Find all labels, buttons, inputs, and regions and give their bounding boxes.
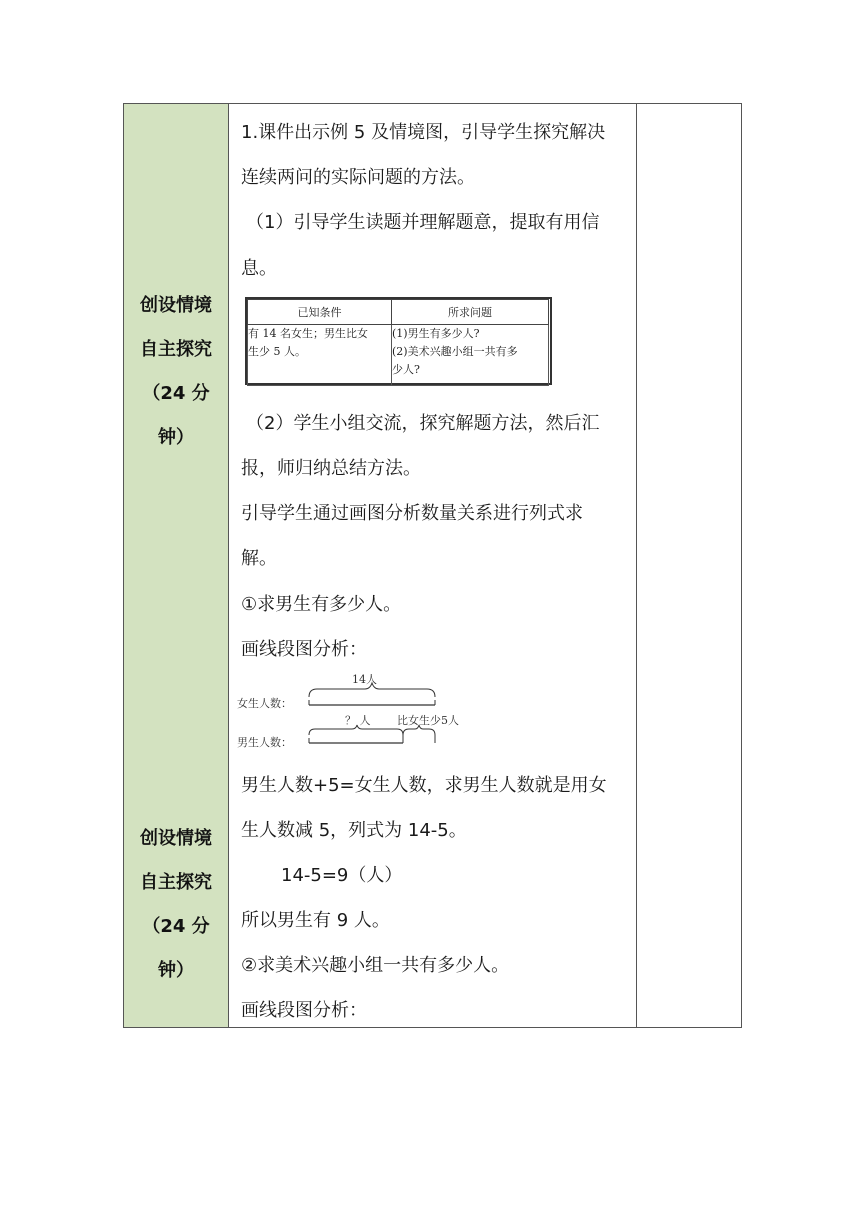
paragraph-line: 报，师归纳总结方法。	[241, 458, 421, 479]
stage-label-line: 创设情境	[140, 828, 212, 849]
stage-label-top	[124, 284, 228, 460]
paragraph-line: 连续两问的实际问题的方法。	[241, 167, 475, 188]
stage-cell	[124, 104, 229, 1028]
paragraph-line: ②求美术兴趣小组一共有多少人。	[241, 955, 510, 976]
stage-label-bottom	[124, 817, 228, 993]
paragraph-line: 男生人数+5=女生人数，求男生人数就是用女	[241, 775, 607, 796]
notes-cell	[637, 104, 742, 1028]
known-line: 有 14 名女生；男生比女	[248, 327, 368, 340]
difference-label: 比女生少5人	[397, 714, 459, 727]
table-row	[248, 325, 549, 386]
stage-label-line: 创设情境	[140, 295, 212, 316]
lesson-plan-table	[123, 103, 742, 1028]
info-table	[247, 299, 549, 386]
paragraph-line: 画线段图分析：	[241, 1000, 367, 1021]
stage-label-line: （24 分	[142, 383, 210, 404]
questions-cell	[392, 325, 549, 386]
paragraph-line: 所以男生有 9 人。	[241, 910, 390, 931]
stage-label-line: （24 分	[142, 916, 210, 937]
boys-label: 男生人数：	[237, 736, 292, 749]
stage-label-line: 自主探究	[140, 339, 212, 360]
stage-label-line: 自主探究	[140, 872, 212, 893]
girls-label: 女生人数：	[237, 697, 292, 710]
table-row	[124, 104, 742, 1028]
paragraph-line: 1.课件出示例 5 及情境图，引导学生探究解决	[241, 122, 606, 143]
line-segment-diagram	[237, 669, 477, 754]
boys-unknown-label: ？ 人	[345, 714, 371, 727]
known-line: 生少 5 人。	[248, 345, 306, 358]
boys-brace	[309, 725, 403, 735]
paragraph-line: 生人数减 5，列式为 14-5。	[241, 820, 467, 841]
question-line: (1)男生有多少人?	[392, 327, 480, 340]
stage-label-line: 钟）	[158, 427, 194, 448]
paragraph-line: （1）引导学生读题并理解题意，提取有用信	[246, 212, 600, 233]
content-cell	[229, 104, 637, 1028]
paragraph-line: 引导学生通过画图分析数量关系进行列式求	[241, 503, 583, 524]
table-row	[248, 300, 549, 325]
formula-line: 14-5=9（人）	[281, 865, 403, 886]
paragraph-line: 画线段图分析：	[241, 639, 367, 660]
paragraph-line: 息。	[241, 258, 277, 279]
paragraph-line: ①求男生有多少人。	[241, 594, 402, 615]
known-conditions-cell	[248, 325, 392, 386]
header-known: 已知条件	[248, 300, 392, 325]
paragraph-line: （2）学生小组交流，探究解题方法，然后汇	[246, 413, 600, 434]
girls-total-label: 14人	[352, 673, 377, 686]
question-line: (2)美术兴趣小组一共有多	[392, 345, 518, 358]
stage-label-line: 钟）	[158, 960, 194, 981]
header-question: 所求问题	[392, 300, 549, 325]
paragraph-line: 解。	[241, 548, 277, 569]
question-line: 少人?	[392, 363, 420, 376]
